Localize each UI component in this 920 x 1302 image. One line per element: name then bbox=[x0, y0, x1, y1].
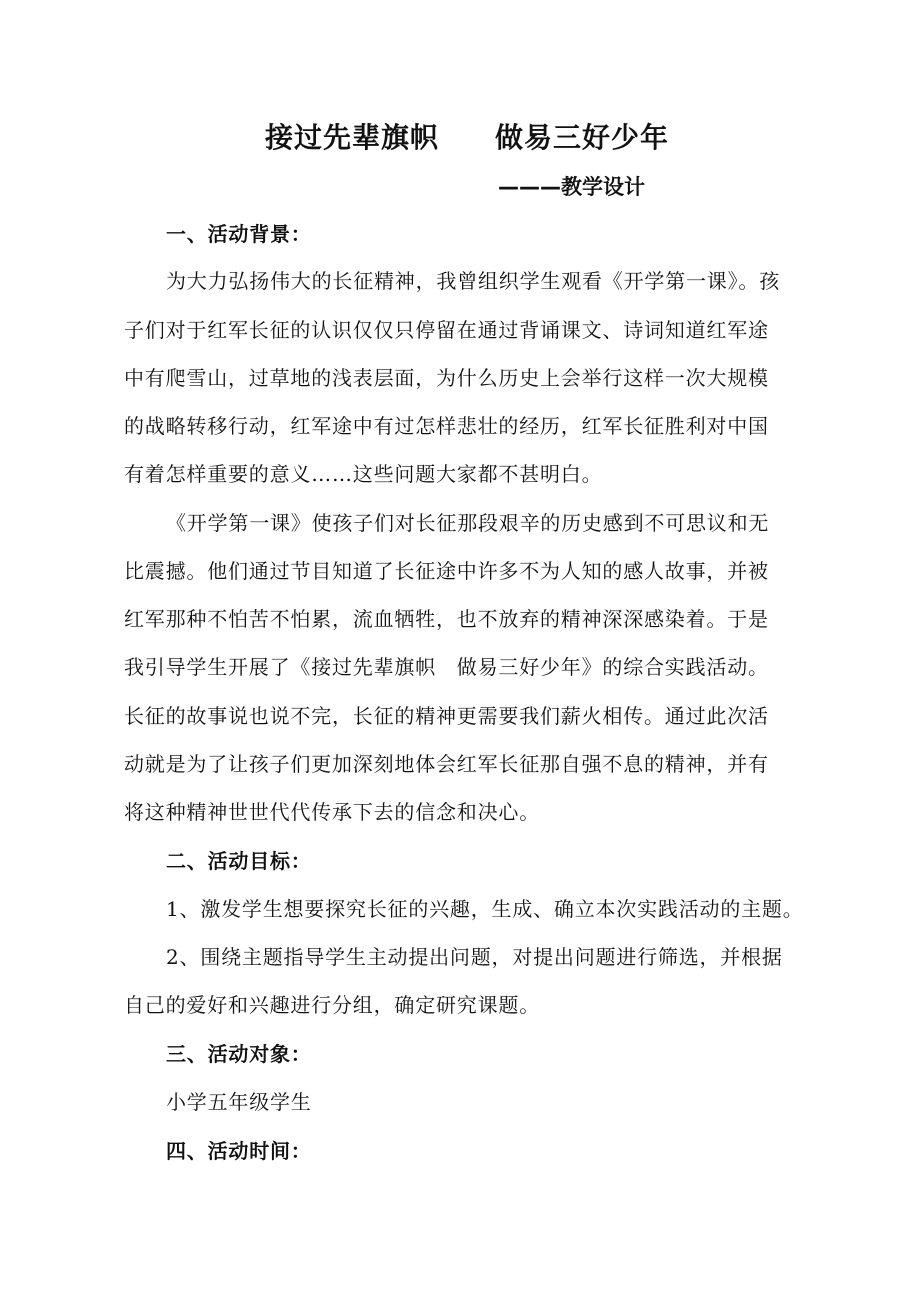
audience-text: 小学五年级学生 bbox=[166, 1090, 312, 1114]
paragraph-line: 中有爬雪山，过草地的浅表层面，为什么历史上会举行这样一次大规模 bbox=[124, 366, 769, 390]
goal-item-1: 1、激发学生想要探究长征的兴趣，生成、确立本次实践活动的主题。 bbox=[166, 897, 804, 921]
title-part-2: 做易三好少年 bbox=[495, 121, 670, 154]
goal-item-2-line: 自己的爱好和兴趣进行分组，确定研究课题。 bbox=[124, 993, 540, 1017]
section-heading-background: 一、活动背景： bbox=[166, 222, 312, 246]
goal-item-2-line: 2、围绕主题指导学生主动提出问题，对提出问题进行筛选，并根据 bbox=[166, 945, 783, 969]
paragraph-line: 红军那种不怕苦不怕累，流血牺牲，也不放弃的精神深深感染着。于是 bbox=[124, 607, 769, 631]
paragraph-line: 动就是为了让孩子们更加深刻地体会红军长征那自强不息的精神，并有 bbox=[124, 752, 769, 776]
paragraph-line: 长征的故事说也说不完，长征的精神更需要我们薪火相传。通过此次活 bbox=[124, 704, 769, 728]
title-part-1: 接过先辈旗帜 bbox=[265, 121, 440, 154]
document-subtitle: ———教学设计 bbox=[498, 175, 645, 199]
paragraph-line: 我引导学生开展了《接过先辈旗帜 做易三好少年》的综合实践活动。 bbox=[124, 655, 769, 679]
document-title bbox=[265, 120, 669, 156]
paragraph-line: 为大力弘扬伟大的长征精神，我曾组织学生观看《开学第一课》。孩 bbox=[166, 269, 780, 293]
paragraph-line: 子们对于红军长征的认识仅仅只停留在通过背诵课文、诗词知道红军途 bbox=[124, 318, 769, 342]
paragraph-line: 将这种精神世世代代传承下去的信念和决心。 bbox=[124, 800, 540, 824]
paragraph-line: 比震撼。他们通过节目知道了长征途中许多不为人知的感人故事，并被 bbox=[124, 559, 769, 583]
paragraph-line: 的战略转移行动，红军途中有过怎样悲壮的经历，红军长征胜利对中国 bbox=[124, 414, 769, 438]
section-heading-audience: 三、活动对象： bbox=[166, 1042, 312, 1066]
paragraph-line: 有着怎样重要的意义……这些问题大家都不甚明白。 bbox=[124, 462, 603, 486]
paragraph-line: 《开学第一课》使孩子们对长征那段艰辛的历史感到不可思议和无 bbox=[166, 511, 770, 535]
section-heading-time: 四、活动时间： bbox=[166, 1139, 312, 1163]
section-heading-goals: 二、活动目标： bbox=[166, 849, 312, 873]
